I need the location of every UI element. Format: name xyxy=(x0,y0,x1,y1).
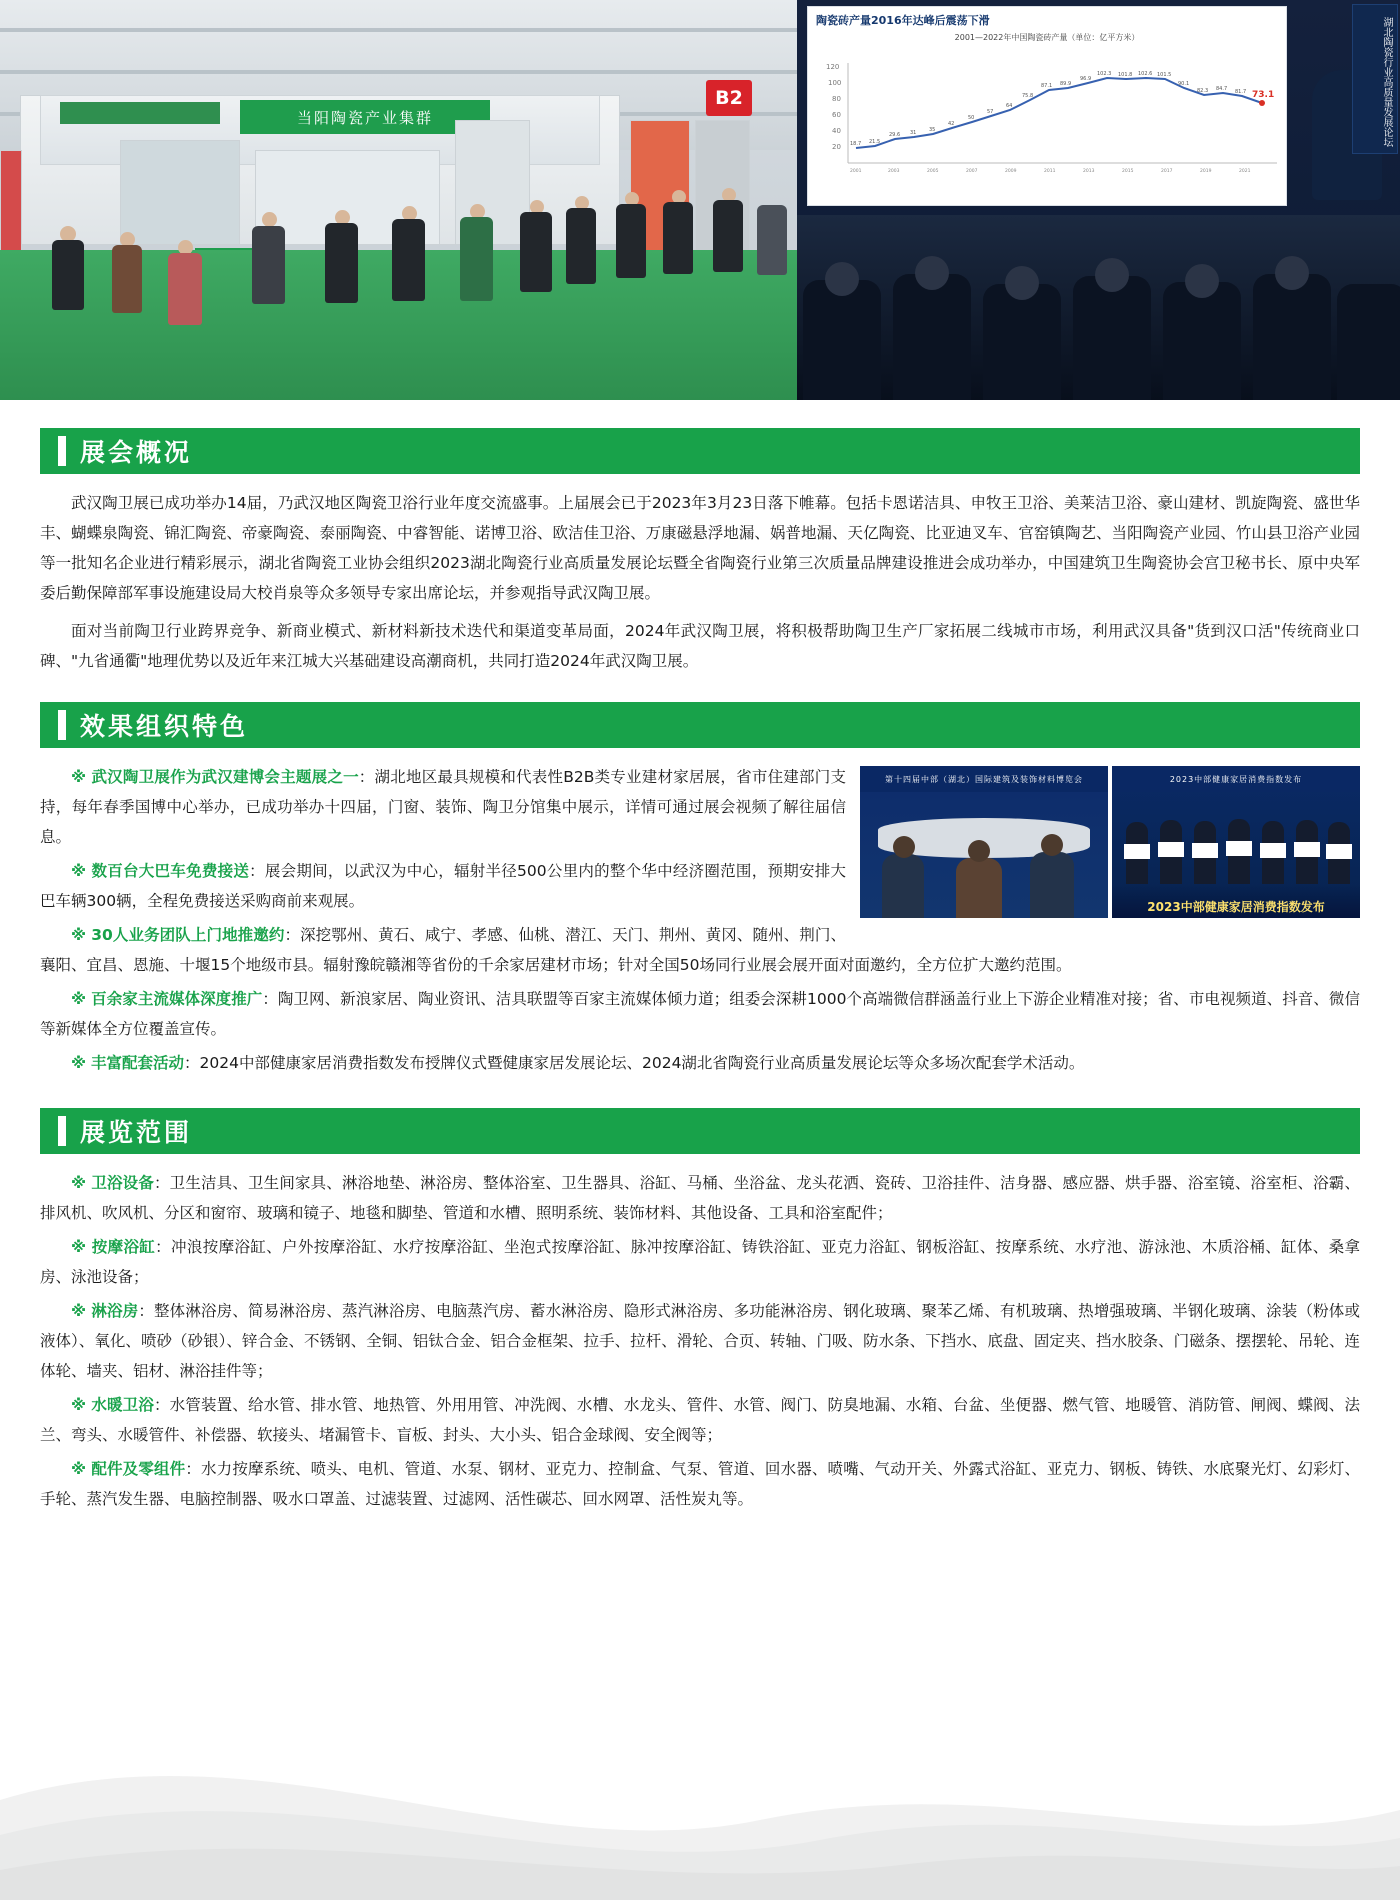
ceiling-beam xyxy=(0,28,797,32)
feature-text: ：展会期间，以武汉为中心，辐射半径500公里内的整个华中经济圈范围，预期安排大巴车辆300辆，全程免费接送采购商前来观展。 xyxy=(40,862,846,910)
hall-sign-b2: B2 xyxy=(706,80,752,116)
svg-text:18.7: 18.7 xyxy=(850,141,862,147)
scope-text: ：卫生洁具、卫生间家具、淋浴地垫、淋浴房、整体浴室、卫生器具、浴缸、马桶、坐浴盆、龙头花洒、瓷砖、卫浴挂件、洁身器、感应器、烘手器、浴室镜、浴室柜、浴霸、排风机、吹风机、分区和窗帘、玻璃和镜子、地毯和脚垫、管道和水槽、照明系统、装饰材料、其他设备、工具和浴室配件； xyxy=(40,1174,1360,1222)
svg-text:2015: 2015 xyxy=(1122,169,1134,174)
audience-head xyxy=(1275,256,1309,290)
svg-text:2003: 2003 xyxy=(888,169,900,174)
feature-lead: 30人业务团队上门地推邀约 xyxy=(91,926,285,944)
svg-text:64: 64 xyxy=(1006,103,1013,109)
visitor-body xyxy=(757,205,787,275)
svg-text:101.5: 101.5 xyxy=(1157,72,1172,78)
attendee-head xyxy=(893,836,915,858)
svg-text:29.6: 29.6 xyxy=(889,132,901,138)
section-header-overview xyxy=(40,428,1360,474)
bullet-icon: ※ xyxy=(71,926,87,944)
section-header-scope xyxy=(40,1108,1360,1154)
section-title: 效果组织特色 xyxy=(80,712,249,741)
audience-head xyxy=(1185,264,1219,298)
svg-text:2005: 2005 xyxy=(927,169,939,174)
index-release-ceremony-photo xyxy=(1112,766,1360,918)
award-plaque xyxy=(1124,844,1150,859)
audience-seat xyxy=(983,284,1061,400)
svg-text:60: 60 xyxy=(832,111,841,119)
svg-text:87.1: 87.1 xyxy=(1041,83,1053,89)
bullet-icon: ※ xyxy=(71,990,87,1008)
award-plaque xyxy=(1226,841,1252,856)
audience-seat xyxy=(893,274,971,400)
svg-text:100: 100 xyxy=(828,79,842,87)
svg-text:2007: 2007 xyxy=(966,169,978,174)
attendee xyxy=(1030,852,1074,918)
scope-item xyxy=(40,1168,1360,1228)
svg-text:2013: 2013 xyxy=(1083,169,1095,174)
section-accent-bar xyxy=(58,436,66,466)
audience-seat xyxy=(1073,276,1151,400)
photo-bottom-caption: 2023中部健康家居消费指数发布 xyxy=(1112,884,1360,918)
bullet-icon: ※ xyxy=(71,1460,87,1478)
header-photo-band xyxy=(0,0,1400,400)
visitor-body xyxy=(325,223,358,303)
svg-text:2011: 2011 xyxy=(1044,169,1056,174)
award-plaque xyxy=(1294,842,1320,857)
award-plaque xyxy=(1158,842,1184,857)
bullet-icon: ※ xyxy=(71,1396,87,1414)
scope-lead: 水暖卫浴 xyxy=(91,1396,154,1414)
visitor-body xyxy=(168,253,202,325)
scope-text: ：整体淋浴房、简易淋浴房、蒸汽淋浴房、电脑蒸汽房、蓄水淋浴房、隐形式淋浴房、多功能淋浴房、钢化玻璃、聚苯乙烯、有机玻璃、热增强玻璃、半钢化玻璃、涂装（粉体或液体）、氧化、喷砂（砂银）、锌合金、不锈钢、全铜、铝钛合金、铝合金框架、拉手、拉杆、滑轮、合页、转轴、门吸、防水条、下挡水、底盘、固定夹、挡水胶条、门磁条、摆摆轮、吊轮、连体轮、墙夹、铝材、淋浴挂件等； xyxy=(40,1302,1360,1380)
svg-text:82.3: 82.3 xyxy=(1197,88,1209,94)
audience-seat xyxy=(1163,282,1241,400)
svg-text:21.5: 21.5 xyxy=(869,139,881,145)
scope-text: ：水管装置、给水管、排水管、地热管、外用用管、冲洗阀、水槽、水龙头、管件、水管、阀门、防臭地漏、水箱、台盆、坐便器、燃气管、地暖管、消防管、闸阀、蝶阀、法兰、弯头、水暖管件、补偿器、软接头、堵漏管卡、盲板、封头、大小头、铝合金球阀、安全阀等； xyxy=(40,1396,1360,1444)
visitor-body xyxy=(460,217,493,301)
features-block xyxy=(40,762,1360,1082)
decorative-swoosh xyxy=(0,1570,1400,1900)
slide-title: 陶瓷砖产量2016年达峰后震荡下滑 xyxy=(816,14,990,27)
feature-text: ：陶卫网、新浪家居、陶业资讯、洁具联盟等百家主流媒体倾力道；组委会深耕1000个高端微信群涵盖行业上下游企业精准对接；省、市电视频道、抖音、微信等新媒体全方位覆盖宣传。 xyxy=(40,990,1360,1038)
bullet-icon: ※ xyxy=(71,1302,87,1320)
bullet-icon: ※ xyxy=(71,1054,87,1072)
svg-text:96.9: 96.9 xyxy=(1080,76,1092,82)
attendee xyxy=(882,854,924,918)
svg-text:57: 57 xyxy=(987,109,994,115)
svg-text:102.3: 102.3 xyxy=(1097,71,1112,77)
document-body xyxy=(0,400,1400,1558)
feature-lead: 数百台大巴车免费接送 xyxy=(91,862,250,880)
feature-item xyxy=(40,984,1360,1044)
scope-lead: 按摩浴缸 xyxy=(91,1238,156,1256)
svg-text:81.7: 81.7 xyxy=(1235,89,1247,95)
scope-lead: 卫浴设备 xyxy=(91,1174,154,1192)
section-title: 展会概况 xyxy=(80,438,193,467)
forum-vertical-banner: 湖北陶瓷行业高质量发展论坛 xyxy=(1352,4,1398,154)
scope-item xyxy=(40,1454,1360,1514)
bullet-icon: ※ xyxy=(71,1238,87,1256)
svg-text:2017: 2017 xyxy=(1161,169,1173,174)
svg-text:20: 20 xyxy=(832,143,841,151)
visitor-body xyxy=(616,204,646,278)
overview-paragraph-1: 武汉陶卫展已成功举办14届，乃武汉地区陶瓷卫浴行业年度交流盛事。上届展会已于2023年3月23日落下帷幕。包括卡恩诺洁具、申牧王卫浴、美莱洁卫浴、豪山建材、凯旋陶瓷、盛世华丰、蝴蝶泉陶瓷、锦汇陶瓷、帝豪陶瓷、泰丽陶瓷、中睿智能、诺博卫浴、欧洁佳卫浴、万康磁悬浮地漏、娲普地漏、天亿陶瓷、比亚迪叉车、官窑镇陶艺、当阳陶瓷产业园、竹山县卫浴产业园等一批知名企业进行精彩展示，湖北省陶瓷工业协会组织2023湖北陶瓷行业高质量发展论坛暨全省陶瓷行业第三次质量品牌建设推进会成功举办，中国建筑卫生陶瓷协会宫卫秘书长、原中央军委后勤保障部军事设施建设局大校肖泉等众多领导专家出席论坛，并参观指导武汉陶卫展。 xyxy=(40,494,1360,602)
audience-area xyxy=(797,215,1400,400)
scope-item xyxy=(40,1232,1360,1292)
svg-text:50: 50 xyxy=(968,115,975,121)
booth-banner-main: 当阳陶瓷产业集群 xyxy=(240,100,490,134)
audience-head xyxy=(825,262,859,296)
chart-last-label: 73.1 xyxy=(1252,90,1275,100)
scope-text: ：水力按摩系统、喷头、电机、管道、水泵、钢材、亚克力、控制盒、气泵、管道、回水器、喷嘴、气动开关、外露式浴缸、亚克力、钢板、铸铁、水底聚光灯、幻彩灯、手轮、蒸汽发生器、电脑控制器、吸水口罩盖、过滤装置、过滤网、活性碳芯、回水网罩、活性炭丸等。 xyxy=(40,1460,1360,1508)
visitor-body xyxy=(520,212,552,292)
attendee-head xyxy=(1041,834,1063,856)
audience-head xyxy=(1005,266,1039,300)
svg-text:40: 40 xyxy=(832,127,841,135)
svg-text:84.7: 84.7 xyxy=(1216,86,1228,92)
scope-text: ：冲浪按摩浴缸、户外按摩浴缸、水疗按摩浴缸、坐泡式按摩浴缸、脉冲按摩浴缸、铸铁浴缸、亚克力浴缸、钢板浴缸、按摩系统、水疗池、游泳池、木质浴桶、缸体、桑拿房、泳池设备； xyxy=(40,1238,1360,1286)
exhibition-hall-photo xyxy=(0,0,797,400)
audience-head xyxy=(1095,258,1129,292)
photo-top-caption: 第十四届中部（湖北）国际建筑及装饰材料博览会 xyxy=(860,766,1108,792)
section-accent-bar xyxy=(58,1116,66,1146)
presentation-slide xyxy=(807,6,1287,206)
ceiling-beam xyxy=(0,70,797,74)
booth-display-wall xyxy=(120,140,240,245)
visitor-body xyxy=(52,240,84,310)
feature-lead: 武汉陶卫展作为武汉建博会主题展之一 xyxy=(91,768,359,786)
svg-text:35: 35 xyxy=(929,127,936,133)
feature-text: ：2024中部健康家居消费指数发布授牌仪式暨健康家居发展论坛、2024湖北省陶瓷行业高质量发展论坛等众多场次配套学术活动。 xyxy=(184,1054,1085,1072)
svg-text:2009: 2009 xyxy=(1005,169,1017,174)
svg-text:89.9: 89.9 xyxy=(1060,81,1072,87)
audience-seat xyxy=(803,280,881,400)
visitor-body xyxy=(252,226,285,304)
section-header-features xyxy=(40,702,1360,748)
award-plaque xyxy=(1192,843,1218,858)
forum-keynote-photo xyxy=(797,0,1400,400)
bullet-icon: ※ xyxy=(71,862,87,880)
svg-text:120: 120 xyxy=(826,63,840,71)
overview-paragraph-2: 面对当前陶卫行业跨界竞争、新商业模式、新材料新技术迭代和渠道变革局面，2024年武汉陶卫展，将积极帮助陶卫生产厂家拓展二线城市市场，利用武汉具备"货到汉口活"传统商业口碑、"九省通衢"地理优势以及近年来江城大兴基础建设高潮商机，共同打造2024年武汉陶卫展。 xyxy=(40,622,1360,670)
feature-item xyxy=(40,1048,1360,1078)
visitor-body xyxy=(392,219,425,301)
visitor-head xyxy=(262,212,277,227)
attendee xyxy=(956,858,1002,918)
scope-item xyxy=(40,1296,1360,1386)
feature-item xyxy=(40,920,1360,980)
visitor-body xyxy=(713,200,743,272)
audience-head xyxy=(915,256,949,290)
svg-text:42: 42 xyxy=(948,121,955,127)
feature-lead: 丰富配套活动 xyxy=(91,1054,185,1072)
feature-lead: 百余家主流媒体深度推广 xyxy=(91,990,263,1008)
scope-items xyxy=(40,1168,1360,1514)
svg-text:75.8: 75.8 xyxy=(1022,93,1034,99)
scope-lead: 配件及零组件 xyxy=(91,1460,186,1478)
svg-text:101.8: 101.8 xyxy=(1118,72,1133,78)
booth-side-banner xyxy=(60,102,220,124)
svg-text:102.6: 102.6 xyxy=(1138,71,1153,77)
bullet-icon: ※ xyxy=(71,768,87,786)
attendee-head xyxy=(968,840,990,862)
bullet-icon: ※ xyxy=(71,1174,87,1192)
scope-lead: 淋浴房 xyxy=(91,1302,139,1320)
svg-text:2019: 2019 xyxy=(1200,169,1212,174)
svg-text:90.1: 90.1 xyxy=(1178,81,1190,87)
feature-photos xyxy=(860,766,1360,918)
svg-text:2001: 2001 xyxy=(850,169,862,174)
visitor-body xyxy=(112,245,142,313)
feature-text: ：深挖鄂州、黄石、咸宁、孝感、仙桃、潜江、天门、荆州、黄冈、随州、荆门、襄阳、宜昌、恩施、十堰15个地级市县。辐射豫皖赣湘等省份的千余家居建材市场；针对全国50场同行业展会展开面对面邀约，全方位扩大邀约范围。 xyxy=(40,926,1072,974)
audience-seat xyxy=(1253,274,1331,400)
audience-seat xyxy=(1337,284,1400,400)
award-plaque xyxy=(1326,844,1352,859)
scope-item xyxy=(40,1390,1360,1450)
section-accent-bar xyxy=(58,710,66,740)
award-plaque xyxy=(1260,843,1286,858)
svg-text:80: 80 xyxy=(832,95,841,103)
slide-subtitle: 2001—2022年中国陶瓷砖产量（单位：亿平方米） xyxy=(954,33,1140,42)
svg-text:2021: 2021 xyxy=(1239,169,1251,174)
forum-roundtable-photo xyxy=(860,766,1108,918)
feature-text: ：湖北地区最具规模和代表性B2B类专业建材家居展，省市住建部门支持，每年春季国博中心举办，已成功举办十四届，门窗、装饰、陶卫分馆集中展示，详情可通过展会视频了解往届信息。 xyxy=(40,768,846,846)
visitor-body xyxy=(566,208,596,284)
ceramic-tile-output-chart xyxy=(822,59,1282,179)
photo-top-caption: 2023中部健康家居消费指数发布 xyxy=(1112,766,1360,792)
section-title: 展览范围 xyxy=(80,1118,193,1147)
visitor-body xyxy=(663,202,693,274)
svg-text:31: 31 xyxy=(910,130,917,136)
